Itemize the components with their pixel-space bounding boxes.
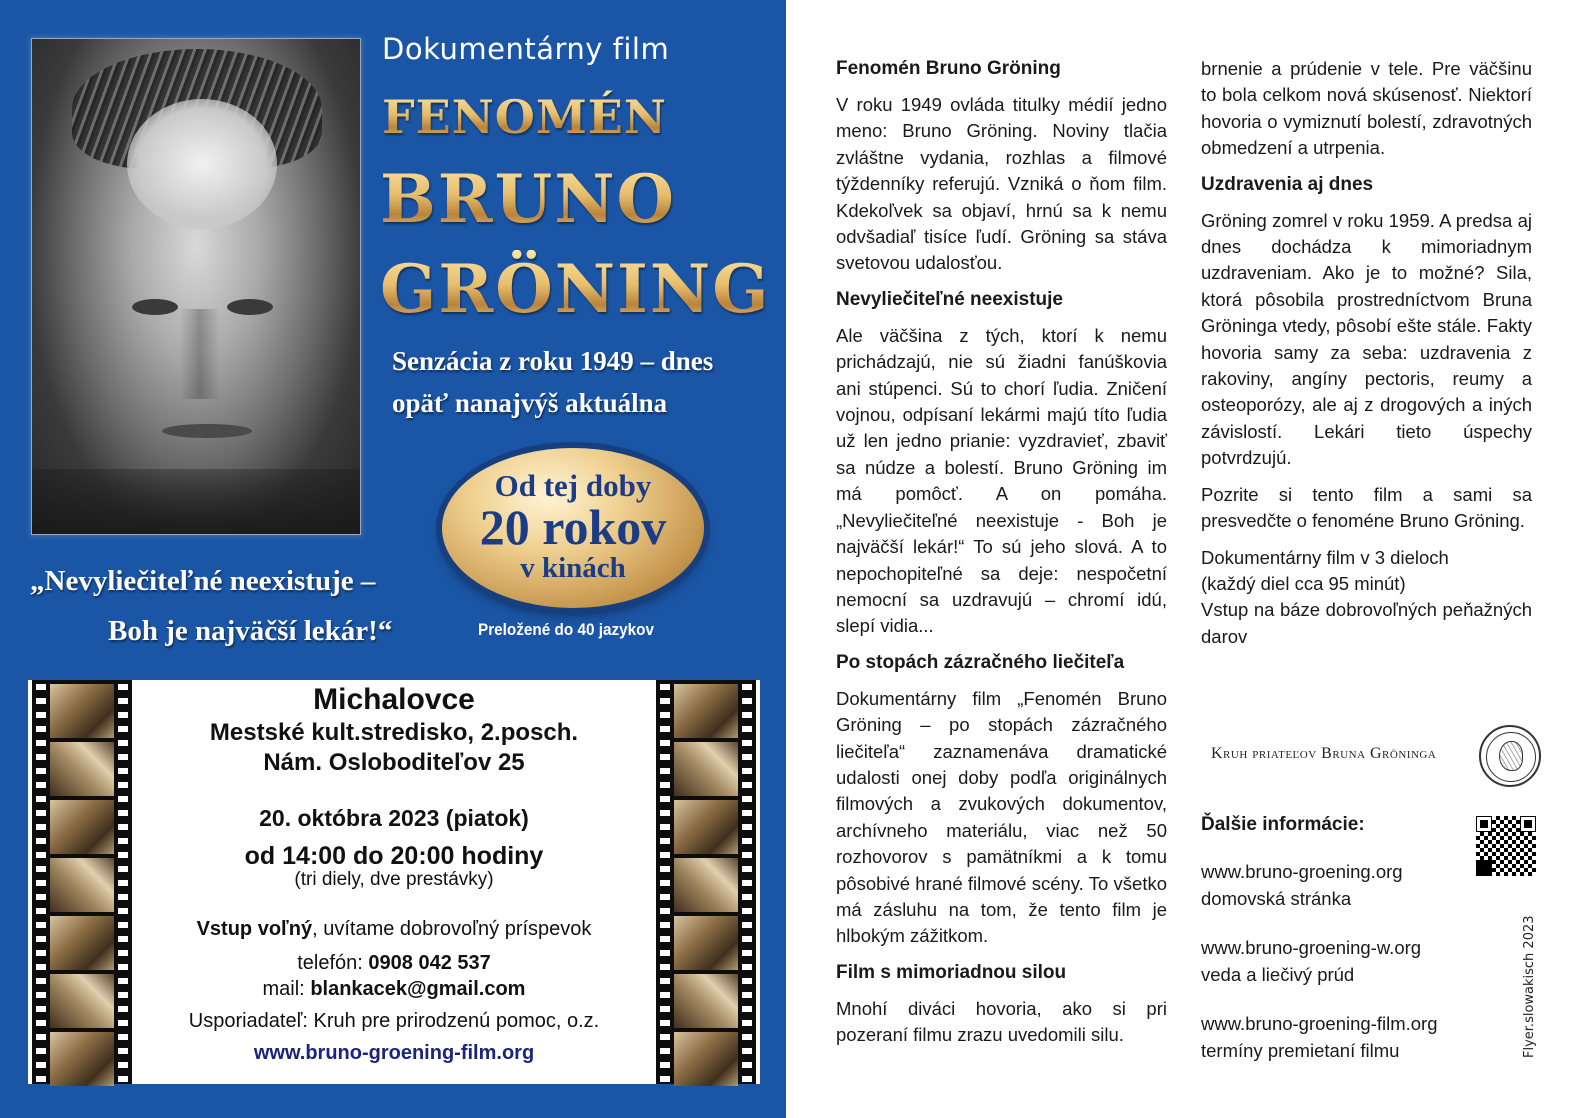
quote-line2: Boh je najväčší lekár!“ <box>108 615 393 647</box>
event-city: Michalovce <box>313 683 475 716</box>
film-holes-icon <box>660 680 670 1084</box>
flyer-code: Flyer.slowakisch 2023 <box>1522 915 1537 1058</box>
film-frame <box>50 1032 114 1086</box>
badge-line2: 20 rokov <box>479 499 667 555</box>
link-item <box>1201 934 1501 988</box>
phone-number[interactable]: 0908 042 537 <box>368 952 491 974</box>
link-url[interactable]: www.bruno-groening-film.org <box>1201 1013 1438 1034</box>
mail-label: mail: <box>262 978 311 1000</box>
link-url[interactable]: www.bruno-groening-w.org <box>1201 937 1422 958</box>
mail-address[interactable]: blankacek@gmail.com <box>310 978 526 1000</box>
link-url[interactable]: www.bruno-groening.org <box>1201 861 1403 882</box>
event-url-link[interactable]: www.bruno-groening-film.org <box>253 1042 535 1064</box>
section-text: Mnohí diváci hovoria, ako si pri pozeraní filmu zrazu uvedomili silu. <box>836 997 1167 1046</box>
section-text: Dokumentárny film „Fenomén Bruno Gröning – po stopách zázračného liečiteľa“ zaznamenáva dramatické udalosti onej doby podľa originálnych filmových a zvukových dokumentov, archívneho materiálu, viac než 50 rozhovorov s pamätníkmi a k tomu pôsobivé hrané filmové scény. To všetko má zásluhu na tom, že tento film je hlbokým zážitkom. <box>836 687 1167 947</box>
tagline-line2: opäť nanajvýš aktuálna <box>392 388 668 418</box>
event-info-box <box>28 680 760 1084</box>
section-heading: Fenomén Bruno Gröning <box>836 58 1061 79</box>
film-frame <box>674 1032 738 1086</box>
section-heading: Nevyliečiteľné neexistuje <box>836 288 1063 310</box>
portrait-photo <box>31 38 361 535</box>
invite-text: Pozrite si tento film a sami sa presvedčte o fenoméne Bruno Gröning. <box>1201 483 1532 532</box>
badge-line3: v kinách <box>520 552 626 584</box>
film-frame <box>674 974 738 1028</box>
event-organizer: Usporiadateľ: Kruh pre prirodzenú pomoc, o.z. <box>188 1010 600 1032</box>
film-info-line3: Vstup na báze dobrovoľných peňažných darov <box>1201 599 1532 647</box>
section-text: Ale väčšina z tých, ktorí k nemu prichádzajú, nie sú žiadni fanúškovia ani stúpenci. Sú to chorí ľudia. Zničení vojnou, odpísaní lekármi majú títo ľudia už len jedno prianie: vyzdravieť, zbaviť sa núdze a bolestí. Bruno Gröning im má pomôcť. A on pomáha. „Nevyliečiteľné neexistuje - Boh je najväčší lekár!“ To sú jeho slová. A to nepochopiteľné sa deje: nespočetní nemocní sa uzdravujú – chromí idú, slepí vidia... <box>836 324 1167 637</box>
film-frame <box>50 858 114 912</box>
event-time: od 14:00 do 20:00 hodiny <box>244 842 544 870</box>
film-frame <box>674 916 738 970</box>
quote-line1: „Nevyliečiteľné neexistuje – <box>30 565 376 597</box>
film-frame <box>50 684 114 738</box>
film-strip-right <box>656 680 756 1084</box>
link-desc: domovská stránka <box>1201 888 1352 909</box>
film-frame <box>50 974 114 1028</box>
article-column-2 <box>1201 56 1532 660</box>
event-date: 20. októbra 2023 (piatok) <box>259 805 529 831</box>
film-frame <box>674 684 738 738</box>
organization-name: Kruh priateľov Bruna Gröninga <box>1211 745 1437 762</box>
portrait-eye-right <box>227 299 273 315</box>
phone-label: telefón: <box>297 952 369 974</box>
anniversary-badge <box>442 448 704 608</box>
film-info-line2: (každý diel cca 95 minút) <box>1201 572 1406 594</box>
poster-title-line3: GRÖNING <box>380 250 771 328</box>
links-list <box>1201 858 1501 1086</box>
badge-line1: Od tej doby <box>494 468 652 503</box>
film-holes-icon <box>742 680 752 1084</box>
poster-title-line2: BRUNO <box>380 160 677 238</box>
film-strip-left <box>32 680 132 1084</box>
portrait-medallion-icon <box>1479 725 1541 787</box>
poster-tagline <box>392 340 772 424</box>
section-heading: Uzdravenia aj dnes <box>1201 173 1374 195</box>
event-entry <box>132 916 656 942</box>
film-frame <box>50 800 114 854</box>
translated-note: Preložené do 40 jazykov <box>478 620 655 639</box>
link-item <box>1201 1010 1501 1064</box>
film-info-line1: Dokumentárny film v 3 dieloch <box>1201 546 1449 568</box>
film-holes-icon <box>118 680 128 1084</box>
portrait-nose <box>180 309 220 399</box>
film-frame <box>674 800 738 854</box>
portrait-mouth <box>162 424 252 438</box>
section-text: V roku 1949 ovláda titulky médií jedno meno: Bruno Gröning. Noviny tlačia zvláštne vydania, rozhlas a filmové týždenníky referujú. Vzniká o ňom film. Kdekoľvek sa objaví, hrnú sa k nemu odvšadiaľ tisíce ľudí. Gröning sa stáva svetovou udalosťou. <box>836 94 1167 274</box>
more-info-title: Ďalšie informácie: <box>1201 814 1365 835</box>
film-frame <box>674 858 738 912</box>
film-frame <box>674 742 738 796</box>
event-phone <box>132 950 656 976</box>
continuation-text: brnenie a prúdenie v tele. Pre väčšinu to bola celkom nová skúsenosť. Niektorí hovoria o vymiznutí bolestí, zdravotných obmedzení a utrpenia. <box>1201 58 1532 159</box>
article-column-1 <box>836 56 1167 1059</box>
poster-quote <box>30 556 450 656</box>
event-venue-line1: Mestské kult.stredisko, 2.posch. <box>209 719 579 746</box>
portrait-forehead <box>127 99 277 229</box>
event-details <box>132 680 656 1066</box>
link-desc: termíny premietaní filmu <box>1201 1040 1400 1061</box>
link-desc: veda a liečivý prúd <box>1201 964 1355 985</box>
film-holes-icon <box>36 680 46 1084</box>
section-heading: Po stopách zázračného liečiteľa <box>836 651 1125 673</box>
event-parts: (tri diely, dve prestávky) <box>294 869 494 890</box>
entry-free: Vstup voľný <box>196 918 313 940</box>
portrait-collar <box>32 469 361 535</box>
poster-subtitle: Dokumentárny film <box>382 32 670 66</box>
poster-title-line1: FENOMÉN <box>382 90 667 144</box>
event-mail <box>132 976 656 1002</box>
article-page <box>786 0 1584 1118</box>
film-frame <box>50 742 114 796</box>
organization-signature <box>1211 725 1541 789</box>
link-item <box>1201 858 1501 912</box>
tagline-line1: Senzácia z roku 1949 – dnes <box>392 346 714 376</box>
medallion-head <box>1499 741 1523 771</box>
event-venue-line2: Nám. Osloboditeľov 25 <box>263 749 525 776</box>
section-heading: Film s mimoriadnou silou <box>836 961 1067 983</box>
film-frame <box>50 916 114 970</box>
entry-note: , uvítame dobrovoľný príspevok <box>312 918 592 940</box>
portrait-eye-left <box>132 299 178 315</box>
poster-panel <box>0 0 786 1118</box>
section-text: Gröning zomrel v roku 1959. A predsa aj dnes dochádza k mimoriadnym uzdraveniam. Ako je to možné? Sila, ktorá pôsobila prostredníctvom Bruna Gröninga vtedy, pôsobí ešte stále. Fakty hovoria samy za seba: uzdravenia z rakoviny, angíny pectoris, reumy a osteoporózy, ale aj z drogových a iných závislostí. Lekári tieto úspechy potvrdzujú. <box>1201 209 1532 469</box>
